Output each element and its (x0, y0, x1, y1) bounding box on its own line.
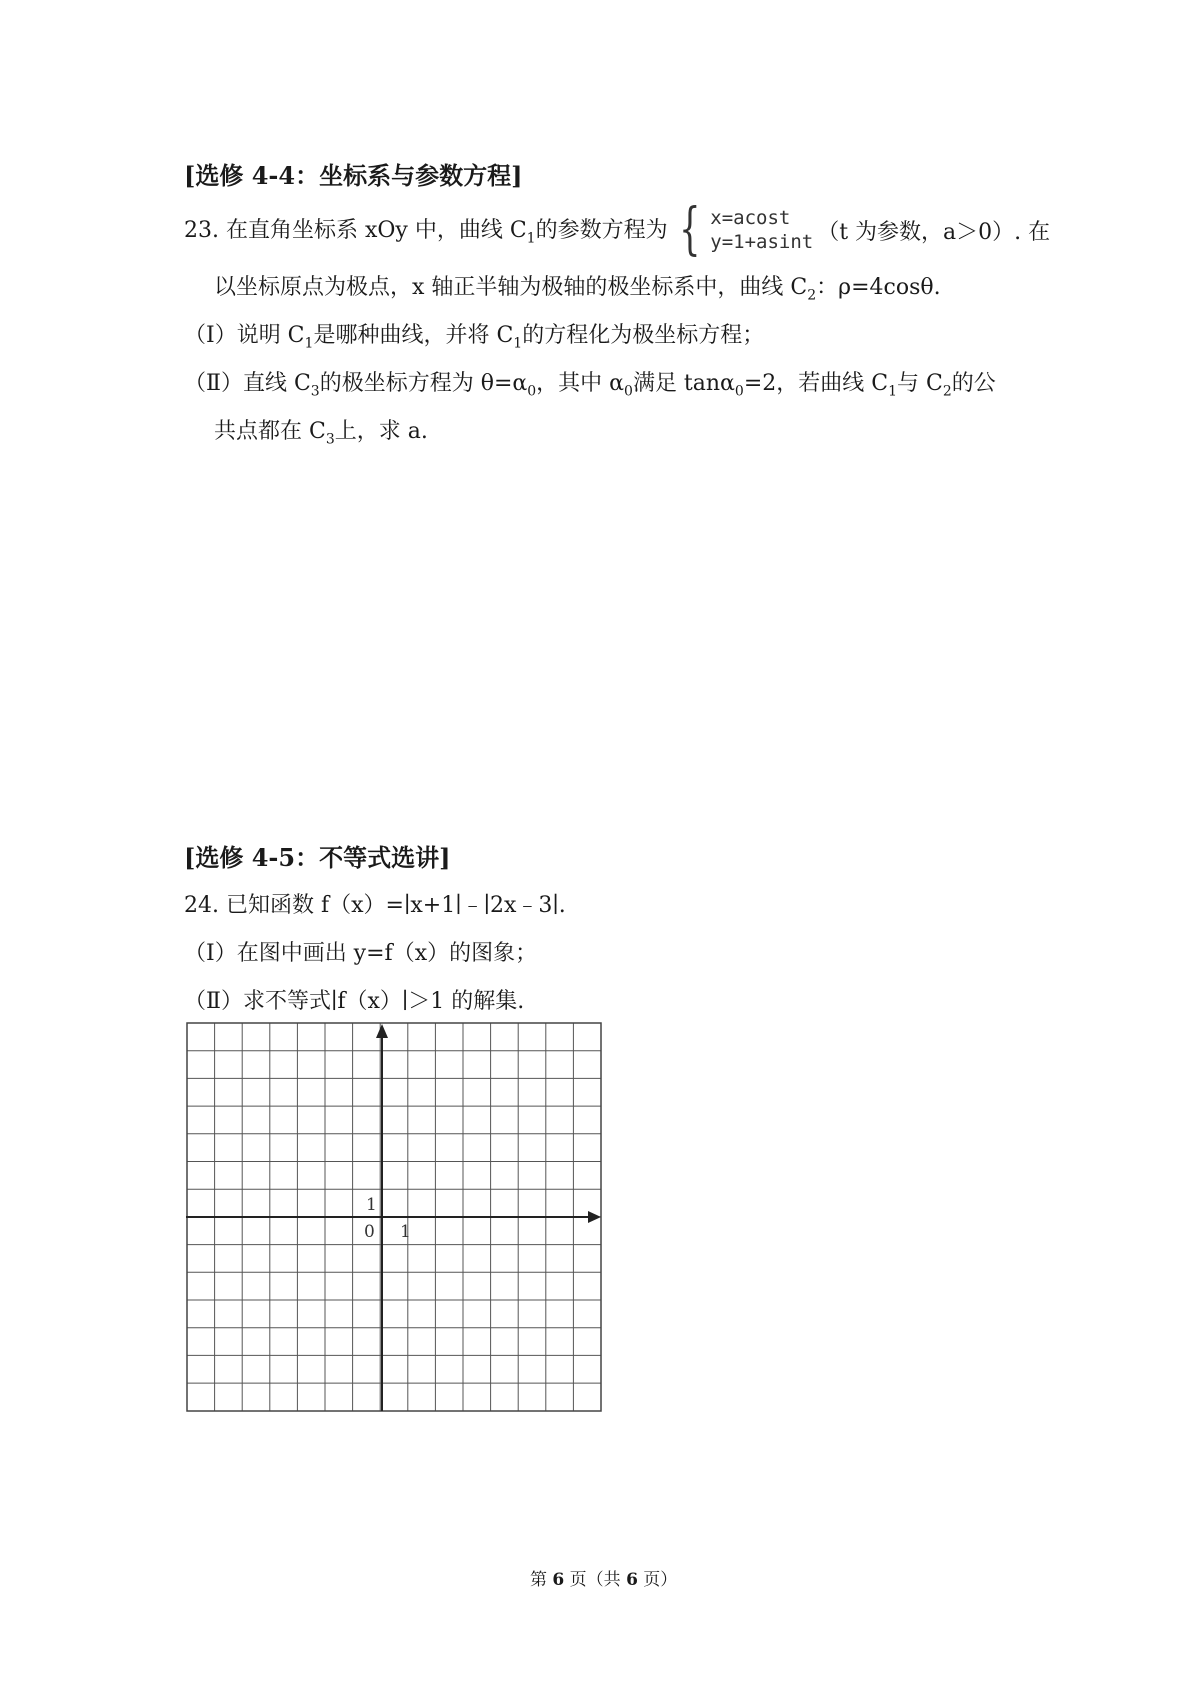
page-total: 6 (626, 1570, 638, 1590)
parametric-system (672, 197, 814, 262)
q23-part2-line2: 共点都在 $C_3$上，求 a. (214, 419, 428, 448)
y-axis-arrow-icon (376, 1024, 388, 1038)
x-axis-arrow-icon (588, 1211, 601, 1223)
q23-line1 (184, 197, 1051, 262)
x-unit-label: 1 (400, 1222, 411, 1242)
q23-line2: 以坐标原点为极点，x 轴正半轴为极轴的极坐标系中，曲线 $C_2$：ρ=4cosθ. (214, 275, 941, 304)
q24-part1: （Ⅰ）在图中画出 y=f（x）的图象； (184, 941, 538, 966)
page-footer: 第 6 页（共 6 页） (530, 1570, 678, 1590)
coordinate-grid (186, 1022, 606, 1418)
system-line-1: x=acost (710, 207, 791, 229)
section-heading-4-4: [选修 4-4：坐标系与参数方程] (184, 161, 523, 190)
origin-label: 0 (364, 1222, 375, 1242)
section-heading-4-5: [选修 4-5：不等式选讲] (184, 843, 451, 872)
q24-line1: 24. 已知函数 f（x）=∣x+1∣﹣∣2x﹣3∣. (184, 893, 566, 918)
q23-text: 23. 在直角坐标系 xOy 中，曲线 $C_1$的参数方程为 (184, 218, 668, 247)
q23-part1: （Ⅰ）说明 $C_1$是哪种曲线，并将 $C_1$的方程化为极坐标方程； (184, 323, 765, 352)
q24-part2: （Ⅱ）求不等式∣f（x）∣＞1 的解集. (184, 989, 525, 1014)
page-number: 6 (552, 1570, 565, 1590)
y-unit-label: 1 (366, 1195, 377, 1215)
system-line-2: y=1+asint (710, 231, 814, 253)
q23-text-end: （t 为参数，a＞0）. 在 (817, 219, 1051, 245)
brace-symbol: { (678, 197, 701, 262)
q23-part2: （Ⅱ）直线 $C_3$的极坐标方程为 $\theta=\alpha_0$，其中 $\alpha_0$满足 tanα$_0$=2，若曲线 $C_1$与 $C_2$的公 (184, 371, 996, 400)
